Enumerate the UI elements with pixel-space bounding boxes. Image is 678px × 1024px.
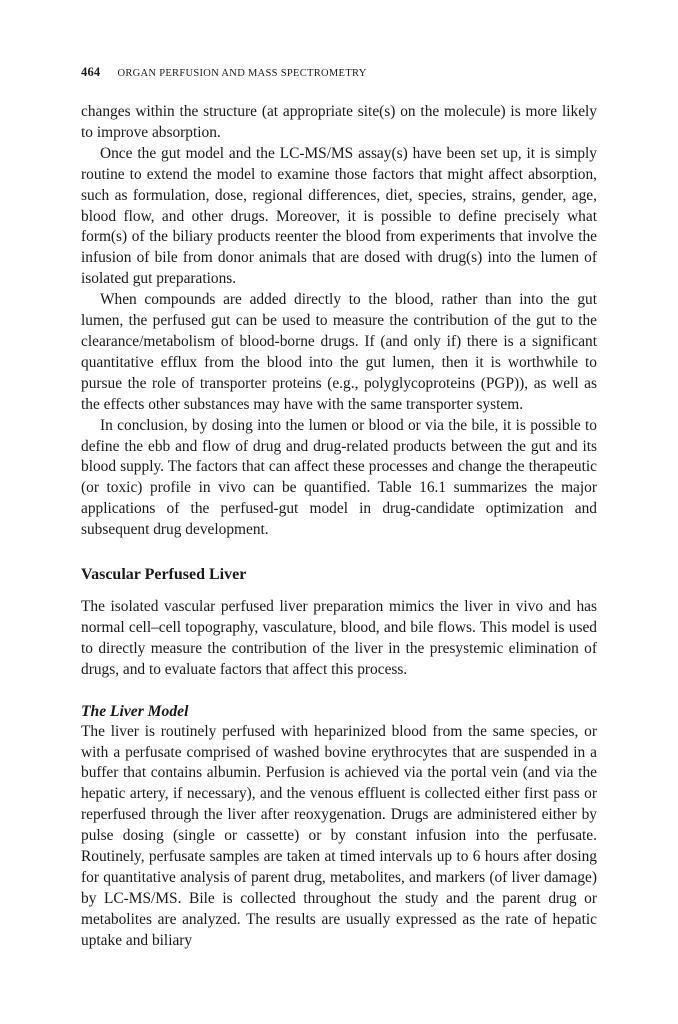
paragraph-liver-intro: The isolated vascular perfused liver preparation mimics the liver in vivo and has normal cell–cell topography, vasculature, blood, and bile flows. This model is used to directly measure the contribution of the liver in the presystemic elimination of drugs, and to evaluate factors that affect this process. <box>81 598 597 678</box>
paragraph-liver-model: The liver is routinely perfused with heparinized blood from the same species, or with a perfusate comprised of washed bovine erythrocytes that are suspended in a buffer that contains albumin. Perfusion is achieved via the portal vein (and via the hepatic artery, if necessary), and the venous effluent is collected either first pass or reperfused through the liver after reoxygenation. Drugs are administered either by pulse dosing (single or cassette) or by constant infusion into the perfusate. Routinely, perfusate samples are taken at timed intervals up to 6 hours after dosing for quantitative analysis of parent drug, metabolites, and markers (of liver damage) by LC-MS/MS. Bile is collected throughout the study and the parent drug or metabolites are analyzed. The results are usually expressed as the rate of hepatic uptake and biliary <box>81 722 597 949</box>
book-page <box>81 64 597 952</box>
subsection-heading: The Liver Model <box>81 702 189 720</box>
paragraph-gut-model-factors: Once the gut model and the LC-MS/MS assay(s) have been set up, it is simply routine to extend the model to examine those factors that might affect absorption, such as formulation, dose, regional differences, diet, species, strains, gender, age, blood flow, and other drugs. Moreover, it is possible to define precisely what form(s) of the biliary products reenter the blood from experiments that involve the infusion of bile from donor animals that are dosed with drug(s) into the lumen of isolated gut preparations. <box>81 144 597 288</box>
section-heading: Vascular Perfused Liver <box>81 566 247 584</box>
paragraph-continuation: changes within the structure (at appropriate site(s) on the molecule) is more likely to improve absorption. <box>81 103 597 141</box>
page-number: 464 <box>81 65 101 79</box>
paragraph-blood-borne-drugs: When compounds are added directly to the blood, rather than into the gut lumen, the perfused gut can be used to measure the contribution of the gut to the clearance/metabolism of blood-borne drugs. If (and only if) there is a significant quantitative efflux from the blood into the gut lumen, then it is worthwhile to pursue the role of transporter proteins (e.g., polyglycoproteins (PGP)), as well as the effects other substances may have with the same transporter system. <box>81 291 597 413</box>
running-head <box>81 64 597 80</box>
chapter-title: ORGAN PERFUSION AND MASS SPECTROMETRY <box>117 68 367 79</box>
paragraph-conclusion: In conclusion, by dosing into the lumen or blood or via the bile, it is possible to define the ebb and flow of drug and drug-related products between the gut and its blood supply. The factors that can affect these processes and change the therapeutic (or toxic) profile in vivo can be quantified. Table 16.1 summarizes the major applications of the perfused-gut model in drug-candidate optimization and subsequent drug development. <box>81 416 597 539</box>
